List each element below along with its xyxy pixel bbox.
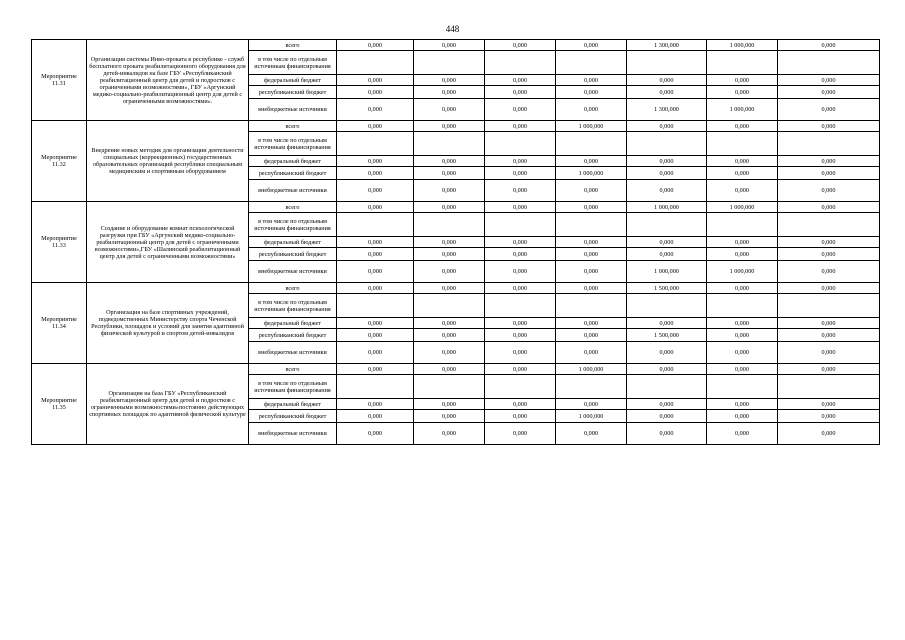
funding-source: всего <box>249 202 337 213</box>
amount-cell: 1 000,000 <box>556 364 627 375</box>
amount-cell: 0,000 <box>707 364 778 375</box>
amount-cell: 0,000 <box>414 237 485 248</box>
funding-source: в том числе по отдельным источникам финансирования <box>249 213 337 237</box>
funding-source: республиканский бюджет <box>249 329 337 342</box>
amount-cell: 0,000 <box>414 180 485 202</box>
amount-cell <box>337 213 414 237</box>
amount-cell: 0,000 <box>556 202 627 213</box>
amount-cell <box>778 294 880 318</box>
amount-cell: 0,000 <box>556 99 627 121</box>
amount-cell: 0,000 <box>707 410 778 423</box>
amount-cell: 0,000 <box>414 202 485 213</box>
amount-cell: 0,000 <box>414 261 485 283</box>
amount-cell: 0,000 <box>337 99 414 121</box>
amount-cell <box>485 51 556 75</box>
amount-cell: 0,000 <box>485 248 556 261</box>
amount-cell: 0,000 <box>707 180 778 202</box>
funding-source: республиканский бюджет <box>249 167 337 180</box>
table-row <box>32 364 880 375</box>
amount-cell: 0,000 <box>337 180 414 202</box>
amount-cell: 0,000 <box>485 261 556 283</box>
amount-cell <box>337 51 414 75</box>
amount-cell: 0,000 <box>778 342 880 364</box>
funding-source: внебюджетные источники <box>249 261 337 283</box>
amount-cell <box>556 51 627 75</box>
amount-cell: 0,000 <box>778 399 880 410</box>
amount-cell: 1 500,000 <box>627 283 707 294</box>
amount-cell: 0,000 <box>778 283 880 294</box>
amount-cell: 0,000 <box>778 180 880 202</box>
amount-cell <box>707 375 778 399</box>
funding-source: федеральный бюджет <box>249 75 337 86</box>
funding-source: федеральный бюджет <box>249 237 337 248</box>
amount-cell: 0,000 <box>627 318 707 329</box>
funding-source: федеральный бюджет <box>249 156 337 167</box>
amount-cell: 0,000 <box>485 342 556 364</box>
amount-cell: 0,000 <box>707 318 778 329</box>
amount-cell: 1 500,000 <box>627 329 707 342</box>
amount-cell <box>414 375 485 399</box>
funding-source: республиканский бюджет <box>249 410 337 423</box>
funding-source: федеральный бюджет <box>249 399 337 410</box>
amount-cell: 0,000 <box>556 237 627 248</box>
amount-cell: 0,000 <box>337 40 414 51</box>
measure-id: Мероприятие 11.33 <box>32 202 87 283</box>
amount-cell: 0,000 <box>627 75 707 86</box>
amount-cell: 0,000 <box>414 121 485 132</box>
amount-cell: 0,000 <box>778 423 880 445</box>
amount-cell: 0,000 <box>556 180 627 202</box>
amount-cell: 0,000 <box>337 423 414 445</box>
funding-source: республиканский бюджет <box>249 86 337 99</box>
funding-source: республиканский бюджет <box>249 248 337 261</box>
measure-description: Внедрение новых методик для организации деятельности специальных (коррекционных) государственных образовательных организаций республики специальным медицинским и спортивным оборудованием <box>87 121 249 202</box>
amount-cell <box>707 294 778 318</box>
amount-cell: 0,000 <box>485 318 556 329</box>
amount-cell: 0,000 <box>556 318 627 329</box>
amount-cell: 0,000 <box>337 399 414 410</box>
amount-cell: 0,000 <box>485 156 556 167</box>
amount-cell: 0,000 <box>556 156 627 167</box>
amount-cell: 1 000,000 <box>627 202 707 213</box>
measure-description: Организация на база ГБУ «Республиканский реабилитационный центр для детей и подростков с ограниченными возможностями»постоянно действующих спортивных площадок по адаптивной физической культуре <box>87 364 249 445</box>
budget-table <box>31 39 880 445</box>
amount-cell: 0,000 <box>414 40 485 51</box>
amount-cell: 0,000 <box>627 410 707 423</box>
amount-cell: 0,000 <box>627 156 707 167</box>
amount-cell: 1 000,000 <box>707 40 778 51</box>
amount-cell: 0,000 <box>778 364 880 375</box>
amount-cell: 0,000 <box>414 410 485 423</box>
amount-cell: 0,000 <box>627 248 707 261</box>
amount-cell: 0,000 <box>485 202 556 213</box>
amount-cell: 0,000 <box>337 410 414 423</box>
table-row <box>32 202 880 213</box>
amount-cell: 1 300,000 <box>627 40 707 51</box>
funding-source: внебюджетные источники <box>249 180 337 202</box>
funding-source: в том числе по отдельным источникам финансирования <box>249 294 337 318</box>
amount-cell: 0,000 <box>556 423 627 445</box>
budget-table-body <box>32 40 880 445</box>
amount-cell: 0,000 <box>337 202 414 213</box>
amount-cell: 0,000 <box>556 75 627 86</box>
amount-cell <box>556 294 627 318</box>
amount-cell: 0,000 <box>414 156 485 167</box>
amount-cell: 0,000 <box>337 342 414 364</box>
amount-cell <box>556 132 627 156</box>
funding-source: федеральный бюджет <box>249 318 337 329</box>
amount-cell: 0,000 <box>778 410 880 423</box>
amount-cell: 0,000 <box>337 121 414 132</box>
amount-cell: 0,000 <box>414 342 485 364</box>
amount-cell: 0,000 <box>556 342 627 364</box>
amount-cell: 0,000 <box>707 399 778 410</box>
amount-cell <box>414 213 485 237</box>
amount-cell: 0,000 <box>556 329 627 342</box>
amount-cell: 0,000 <box>485 423 556 445</box>
amount-cell: 0,000 <box>778 318 880 329</box>
amount-cell: 0,000 <box>778 202 880 213</box>
funding-source: всего <box>249 40 337 51</box>
amount-cell: 0,000 <box>485 410 556 423</box>
amount-cell: 0,000 <box>778 40 880 51</box>
amount-cell: 0,000 <box>707 121 778 132</box>
amount-cell <box>485 375 556 399</box>
amount-cell <box>778 51 880 75</box>
funding-source: в том числе по отдельным источникам финансирования <box>249 375 337 399</box>
amount-cell: 0,000 <box>556 399 627 410</box>
amount-cell: 0,000 <box>337 318 414 329</box>
amount-cell: 0,000 <box>627 86 707 99</box>
amount-cell <box>485 132 556 156</box>
funding-source: в том числе по отдельным источникам финансирования <box>249 132 337 156</box>
amount-cell: 0,000 <box>707 283 778 294</box>
funding-source: всего <box>249 364 337 375</box>
amount-cell: 0,000 <box>414 329 485 342</box>
amount-cell: 0,000 <box>414 423 485 445</box>
amount-cell: 0,000 <box>556 86 627 99</box>
amount-cell: 0,000 <box>485 86 556 99</box>
funding-source: внебюджетные источники <box>249 423 337 445</box>
amount-cell: 0,000 <box>414 86 485 99</box>
measure-description: Создание и оборудование комнат психологической разгрузки при ГБУ «Аргунский медико-социально-реабилитационный центр для детей с ограниченными возможностями»,ГБУ «Шалинский реабилитационный центр для детей с ограниченными возможностями» <box>87 202 249 283</box>
amount-cell: 0,000 <box>485 180 556 202</box>
amount-cell: 0,000 <box>337 156 414 167</box>
amount-cell <box>627 132 707 156</box>
amount-cell: 0,000 <box>707 423 778 445</box>
funding-source: в том числе по отдельным источникам финансирования <box>249 51 337 75</box>
amount-cell <box>627 294 707 318</box>
amount-cell: 1 000,000 <box>556 410 627 423</box>
amount-cell: 0,000 <box>627 180 707 202</box>
amount-cell: 0,000 <box>414 318 485 329</box>
amount-cell <box>414 51 485 75</box>
amount-cell: 0,000 <box>778 329 880 342</box>
amount-cell: 0,000 <box>556 261 627 283</box>
funding-source: всего <box>249 121 337 132</box>
amount-cell: 0,000 <box>627 121 707 132</box>
amount-cell: 0,000 <box>337 248 414 261</box>
amount-cell <box>627 51 707 75</box>
amount-cell: 0,000 <box>627 237 707 248</box>
amount-cell: 0,000 <box>414 248 485 261</box>
amount-cell: 0,000 <box>778 237 880 248</box>
amount-cell: 1 000,000 <box>707 261 778 283</box>
amount-cell: 0,000 <box>778 261 880 283</box>
amount-cell: 0,000 <box>627 423 707 445</box>
amount-cell: 0,000 <box>337 329 414 342</box>
amount-cell: 0,000 <box>778 121 880 132</box>
amount-cell <box>627 375 707 399</box>
amount-cell <box>778 213 880 237</box>
amount-cell <box>627 213 707 237</box>
amount-cell: 0,000 <box>707 156 778 167</box>
table-row <box>32 40 880 51</box>
amount-cell: 0,000 <box>485 329 556 342</box>
amount-cell: 0,000 <box>485 99 556 121</box>
amount-cell: 0,000 <box>485 40 556 51</box>
page-number: 448 <box>445 24 460 34</box>
measure-id: Мероприятие 11.34 <box>32 283 87 364</box>
amount-cell: 0,000 <box>778 86 880 99</box>
amount-cell: 0,000 <box>556 248 627 261</box>
funding-source: внебюджетные источники <box>249 342 337 364</box>
amount-cell <box>556 375 627 399</box>
amount-cell: 0,000 <box>778 156 880 167</box>
amount-cell: 0,000 <box>778 248 880 261</box>
amount-cell: 0,000 <box>337 364 414 375</box>
amount-cell: 0,000 <box>707 342 778 364</box>
amount-cell <box>337 294 414 318</box>
amount-cell: 1 000,000 <box>556 167 627 180</box>
amount-cell <box>778 132 880 156</box>
amount-cell: 0,000 <box>778 75 880 86</box>
amount-cell: 0,000 <box>337 261 414 283</box>
amount-cell: 0,000 <box>485 75 556 86</box>
amount-cell: 0,000 <box>337 86 414 99</box>
amount-cell: 0,000 <box>485 399 556 410</box>
amount-cell: 0,000 <box>337 167 414 180</box>
amount-cell <box>337 375 414 399</box>
amount-cell: 0,000 <box>337 283 414 294</box>
amount-cell: 0,000 <box>337 237 414 248</box>
amount-cell: 0,000 <box>414 75 485 86</box>
amount-cell: 0,000 <box>556 283 627 294</box>
amount-cell: 0,000 <box>707 248 778 261</box>
amount-cell: 0,000 <box>414 167 485 180</box>
amount-cell: 1 000,000 <box>707 99 778 121</box>
measure-id: Мероприятие 11.35 <box>32 364 87 445</box>
table-row <box>32 283 880 294</box>
amount-cell: 0,000 <box>485 167 556 180</box>
amount-cell <box>556 213 627 237</box>
amount-cell: 0,000 <box>707 86 778 99</box>
amount-cell <box>485 213 556 237</box>
amount-cell: 0,000 <box>485 283 556 294</box>
amount-cell: 0,000 <box>556 40 627 51</box>
amount-cell <box>707 51 778 75</box>
measure-id: Мероприятие 11.32 <box>32 121 87 202</box>
amount-cell: 0,000 <box>627 399 707 410</box>
amount-cell <box>707 132 778 156</box>
measure-description: Организация на базе спортивных учреждений, подведомственных Министерству спорта Чеченской Республики, площадок и условий для занятия адаптивной физической культурой и спортом детей-инвалидов <box>87 283 249 364</box>
amount-cell: 0,000 <box>414 399 485 410</box>
amount-cell: 0,000 <box>485 364 556 375</box>
amount-cell: 0,000 <box>337 75 414 86</box>
measure-description: Организация системы Инво-проката в республике - служб бесплатного проката реабилитационного оборудования для детей-инвалидов на базе ГБУ «Республиканский реабилитационный центр для детей и подростков с ограниченными возможностями», ГБУ «Аргунский медико-социально-реабилитационный центр для детей с ограниченными возможностями». <box>87 40 249 121</box>
amount-cell: 0,000 <box>707 237 778 248</box>
amount-cell: 0,000 <box>485 237 556 248</box>
amount-cell: 0,000 <box>707 329 778 342</box>
table-row <box>32 121 880 132</box>
amount-cell <box>337 132 414 156</box>
measure-id: Мероприятие 11.31 <box>32 40 87 121</box>
amount-cell: 1 300,000 <box>627 99 707 121</box>
amount-cell: 1 000,000 <box>556 121 627 132</box>
amount-cell: 0,000 <box>707 75 778 86</box>
funding-source: внебюджетные источники <box>249 99 337 121</box>
amount-cell: 0,000 <box>627 342 707 364</box>
amount-cell <box>414 132 485 156</box>
amount-cell: 0,000 <box>778 99 880 121</box>
amount-cell: 0,000 <box>627 167 707 180</box>
amount-cell: 1 000,000 <box>707 202 778 213</box>
amount-cell: 0,000 <box>707 167 778 180</box>
amount-cell <box>485 294 556 318</box>
amount-cell <box>414 294 485 318</box>
amount-cell: 0,000 <box>778 167 880 180</box>
amount-cell: 0,000 <box>414 364 485 375</box>
amount-cell <box>707 213 778 237</box>
amount-cell: 0,000 <box>414 283 485 294</box>
amount-cell: 0,000 <box>627 364 707 375</box>
amount-cell: 0,000 <box>485 121 556 132</box>
amount-cell <box>778 375 880 399</box>
amount-cell: 0,000 <box>414 99 485 121</box>
funding-source: всего <box>249 283 337 294</box>
amount-cell: 1 000,000 <box>627 261 707 283</box>
